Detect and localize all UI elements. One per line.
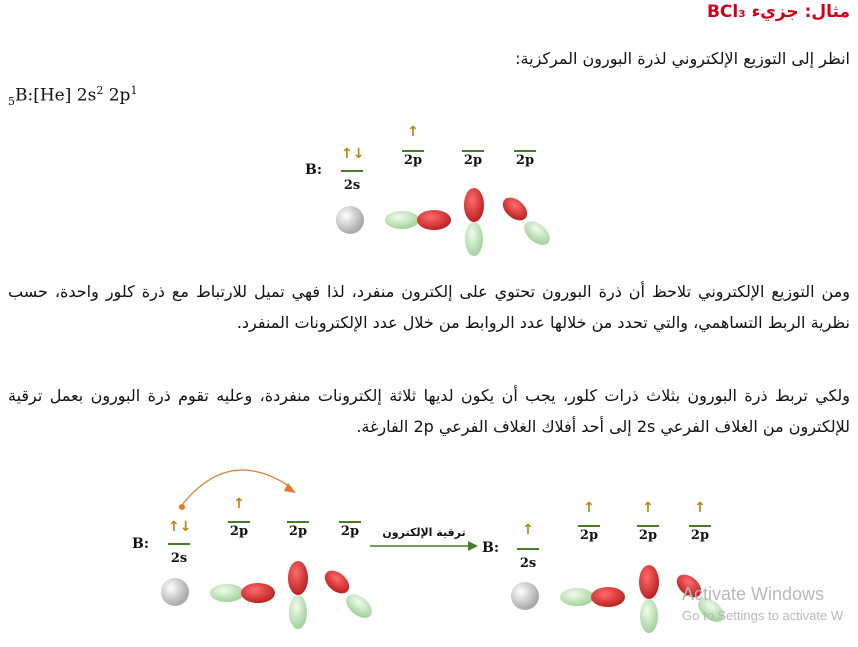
s-orbital-sphere [161,578,189,606]
py-lobe-green [640,599,658,633]
atom-label: B: [305,162,323,178]
p-orbital-line-before-3 [339,521,361,523]
p-orbital-label-before-1: 2p [229,524,249,539]
s-orbital-line [341,170,363,172]
px-lobe-red [591,587,625,607]
p-orbital-line-3 [514,150,536,152]
p-orbital-line-before-1 [228,521,250,523]
p-orbital-line-2 [462,150,484,152]
pz-lobe-green [342,589,377,622]
p-orbital-label-3: 2p [515,153,535,168]
orbital-shapes-before [155,560,395,640]
px-lobe-red [241,583,275,603]
py-lobe-red [464,188,484,222]
p-electron-after-3: ↑ [694,500,706,516]
explanation-paragraph-2: ولكي تربط ذرة البورون بثلاث ذرات كلور، يجب أن يكون لديها ثلاثة إلكترونات منفردة، وعليه تقوم ذرة البورون بعمل ترقية للإلكترون من الغلاف الفرعي 2s إلى أحد أفلاك الغلاف الفرعي 2p الفارغة. [8,386,850,436]
p-orbital-label-1: 2p [403,153,423,168]
p-orbital-line-after-2 [637,525,659,527]
p-orbital-line-1 [402,150,424,152]
s-electron-after: ↑ [522,522,534,538]
pz-lobe-red [498,193,531,225]
intro-text: انظر إلى التوزيع الإلكتروني لذرة البورون المركزية: [515,49,850,68]
py-lobe-green [289,595,307,629]
p-orbital-label-after-2: 2p [638,528,658,543]
orbital-shapes-ground [330,185,570,265]
s-orbital-sphere [511,582,539,610]
pz-lobe-red [320,566,353,598]
s-electrons-before: ↑↓ [168,519,192,535]
p-electron-after-1: ↑ [583,500,595,516]
p-orbital-label-after-1: 2p [579,528,599,543]
atom-label-before: B: [132,536,150,552]
p-electron-1: ↑ [407,124,419,140]
reaction-arrow [368,540,480,552]
activate-windows-watermark: Activate Windows [682,584,825,604]
atom-label-after: B: [482,540,500,556]
px-lobe-red [417,210,451,230]
p-orbital-label-after-3: 2p [690,528,710,543]
s-orbital-label-before: 2s [170,551,188,566]
promotion-label: ترقية الإلكترون [382,526,466,539]
p-orbital-line-before-2 [287,521,309,523]
s-orbital-label: 2s [343,178,361,193]
s-orbital-line-before [168,543,190,545]
s-orbital-sphere [336,206,364,234]
activate-windows-subtext: Go to Settings to activate W [682,608,844,623]
p-electron-before-1: ↑ [233,496,245,512]
example-heading: مثال: جزيء BCl₃ [706,2,850,22]
p-orbital-line-after-1 [578,525,600,527]
p-orbital-line-after-3 [689,525,711,527]
py-lobe-red [639,565,659,599]
p-electron-after-2: ↑ [642,500,654,516]
s-orbital-line-after [517,548,539,550]
px-lobe-green [385,211,419,229]
py-lobe-red [288,561,308,595]
electron-configuration: $_5$B:[He] $2s^2$ $2p^1$ [8,84,138,109]
px-lobe-green [210,584,244,602]
py-lobe-green [465,222,483,256]
explanation-paragraph-1: ومن التوزيع الإلكتروني تلاحظ أن ذرة البورون تحتوي على إلكترون منفرد، لذا فهي تميل للارتباط مع ذرة كلور واحدة، حسب نظرية الربط التساهمي، والتي تحدد من خلالها عدد الروابط من خلال عدد الإلكترونات المنفرد. [8,282,850,332]
p-orbital-label-before-2: 2p [288,524,308,539]
s-orbital-label-after: 2s [519,556,537,571]
s-electrons: ↑↓ [341,146,365,162]
p-orbital-label-before-3: 2p [340,524,360,539]
pz-lobe-green [520,216,555,249]
px-lobe-green [560,588,594,606]
p-orbital-label-2: 2p [463,153,483,168]
